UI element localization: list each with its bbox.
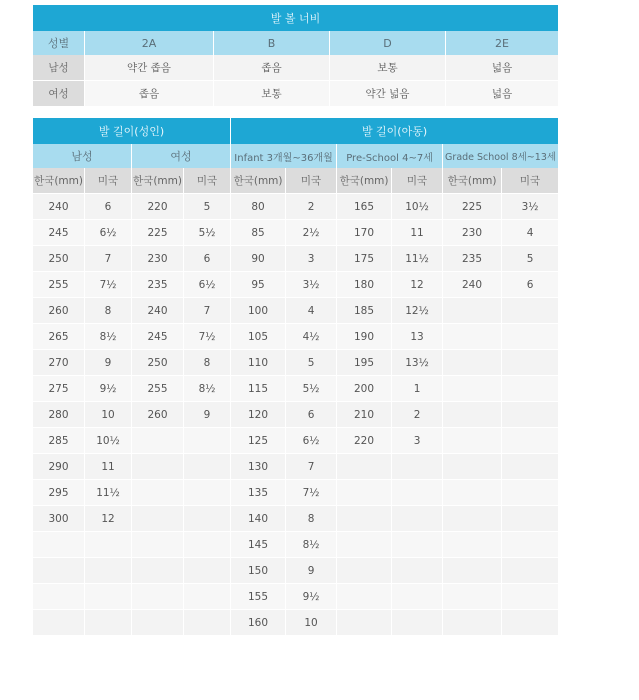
length-cell: 6½	[184, 272, 231, 298]
width-cell: 좁음	[85, 81, 214, 107]
length-cell: 4½	[286, 324, 337, 350]
length-cell	[184, 506, 231, 532]
length-cell: 125	[231, 428, 286, 454]
length-cell: 290	[33, 454, 85, 480]
length-cell: 145	[231, 532, 286, 558]
width-cell: 보통	[330, 55, 446, 81]
length-cell: 6	[286, 402, 337, 428]
length-cell: 185	[337, 298, 392, 324]
length-cell	[33, 610, 85, 636]
length-cell: 7½	[184, 324, 231, 350]
length-cell: 200	[337, 376, 392, 402]
length-cell: 5½	[184, 220, 231, 246]
length-cell	[502, 324, 559, 350]
length-cell: 115	[231, 376, 286, 402]
length-cell: 7½	[286, 480, 337, 506]
foot-length-table	[33, 118, 559, 636]
length-cell: 11	[85, 454, 132, 480]
width-cell: 약간 넓음	[330, 81, 446, 107]
length-cell: 105	[231, 324, 286, 350]
table-row	[33, 246, 559, 272]
length-cell	[392, 558, 443, 584]
foot-width-table	[33, 5, 559, 107]
length-cell: 4	[502, 220, 559, 246]
length-cell: 250	[132, 350, 184, 376]
table-row	[33, 558, 559, 584]
foot-width-title: 발 볼 너비	[33, 5, 559, 31]
length-cell: 7	[184, 298, 231, 324]
length-cell: 6	[502, 272, 559, 298]
length-cell: 300	[33, 506, 85, 532]
length-cell	[443, 532, 502, 558]
length-cell	[443, 454, 502, 480]
length-cell: 220	[337, 428, 392, 454]
table-row	[33, 298, 559, 324]
length-cell	[85, 610, 132, 636]
length-cell: 3	[286, 246, 337, 272]
length-cell: 8	[184, 350, 231, 376]
length-cell: 190	[337, 324, 392, 350]
length-cell: 5	[184, 194, 231, 220]
length-cell	[132, 610, 184, 636]
length-cell: 3½	[286, 272, 337, 298]
length-cell	[502, 506, 559, 532]
table-row	[33, 402, 559, 428]
length-cell: 245	[33, 220, 85, 246]
length-cell: 235	[443, 246, 502, 272]
length-cell	[443, 584, 502, 610]
length-cell: 12	[85, 506, 132, 532]
width-header-b: B	[214, 31, 330, 55]
length-cell: 10½	[85, 428, 132, 454]
length-cell	[392, 506, 443, 532]
length-cell: 11	[392, 220, 443, 246]
length-cell: 2	[392, 402, 443, 428]
length-cell: 85	[231, 220, 286, 246]
length-cell: 11½	[85, 480, 132, 506]
length-cell: 8½	[286, 532, 337, 558]
length-cell	[502, 428, 559, 454]
table-row	[33, 506, 559, 532]
length-cell: 150	[231, 558, 286, 584]
length-cell: 3	[392, 428, 443, 454]
length-cell: 13½	[392, 350, 443, 376]
length-cell	[132, 532, 184, 558]
length-cell: 155	[231, 584, 286, 610]
table-row	[33, 532, 559, 558]
length-cell: 240	[132, 298, 184, 324]
length-cell: 285	[33, 428, 85, 454]
length-cell: 225	[443, 194, 502, 220]
length-cell: 100	[231, 298, 286, 324]
adult-length-title: 발 길이(성인)	[33, 118, 231, 144]
length-cell: 6½	[85, 220, 132, 246]
length-cell: 210	[337, 402, 392, 428]
length-cell	[184, 532, 231, 558]
length-cell	[184, 454, 231, 480]
width-cell: 좁음	[214, 55, 330, 81]
length-cell: 165	[337, 194, 392, 220]
length-column-header: 한국(mm)	[337, 168, 392, 194]
length-cell	[33, 558, 85, 584]
length-cell: 260	[33, 298, 85, 324]
length-cell: 195	[337, 350, 392, 376]
width-cell: 넓음	[446, 55, 559, 81]
length-cell: 225	[132, 220, 184, 246]
length-cell: 275	[33, 376, 85, 402]
length-cell	[337, 454, 392, 480]
length-cell: 9½	[85, 376, 132, 402]
length-cell: 11½	[392, 246, 443, 272]
length-column-header: 미국	[392, 168, 443, 194]
length-cell: 95	[231, 272, 286, 298]
width-header-2e: 2E	[446, 31, 559, 55]
length-cell: 170	[337, 220, 392, 246]
length-cell	[443, 480, 502, 506]
width-header-2a: 2A	[85, 31, 214, 55]
length-cell: 235	[132, 272, 184, 298]
length-cell: 220	[132, 194, 184, 220]
table-row	[33, 324, 559, 350]
length-cell: 10	[85, 402, 132, 428]
table-row	[33, 220, 559, 246]
length-cell: 8½	[184, 376, 231, 402]
length-column-header: 한국(mm)	[231, 168, 286, 194]
length-column-headers	[33, 168, 559, 194]
width-header-gender: 성별	[33, 31, 85, 55]
length-cell	[184, 610, 231, 636]
length-cell: 8	[286, 506, 337, 532]
length-cell: 160	[231, 610, 286, 636]
length-column-header: 미국	[184, 168, 231, 194]
length-cell: 180	[337, 272, 392, 298]
length-cell	[443, 558, 502, 584]
length-cell	[337, 610, 392, 636]
length-column-header: 미국	[502, 168, 559, 194]
length-cell	[502, 402, 559, 428]
length-cell: 9	[85, 350, 132, 376]
length-cell: 110	[231, 350, 286, 376]
length-cell	[132, 584, 184, 610]
length-cell	[337, 532, 392, 558]
length-cell: 175	[337, 246, 392, 272]
length-cell: 135	[231, 480, 286, 506]
table-row	[33, 272, 559, 298]
length-cell	[502, 532, 559, 558]
width-header-d: D	[330, 31, 446, 55]
group-female: 여성	[132, 144, 231, 168]
group-gradeschool: Grade School 8세~13세	[443, 144, 559, 168]
length-cell	[132, 454, 184, 480]
length-cell	[443, 506, 502, 532]
length-cell: 245	[132, 324, 184, 350]
length-cell	[502, 298, 559, 324]
length-cell	[502, 558, 559, 584]
length-cell	[392, 532, 443, 558]
width-row-label: 여성	[33, 81, 85, 107]
length-cell: 7	[286, 454, 337, 480]
length-cell: 12	[392, 272, 443, 298]
length-cell	[443, 324, 502, 350]
length-cell	[443, 350, 502, 376]
length-cell: 3½	[502, 194, 559, 220]
length-cell	[33, 584, 85, 610]
table-row	[33, 454, 559, 480]
length-cell: 1	[392, 376, 443, 402]
length-column-header: 미국	[85, 168, 132, 194]
length-cell	[392, 610, 443, 636]
length-cell: 4	[286, 298, 337, 324]
length-cell	[443, 610, 502, 636]
length-cell	[443, 402, 502, 428]
length-cell: 270	[33, 350, 85, 376]
length-cell: 255	[33, 272, 85, 298]
length-cell	[502, 376, 559, 402]
length-cell: 8	[85, 298, 132, 324]
length-cell: 265	[33, 324, 85, 350]
length-cell	[337, 584, 392, 610]
length-cell: 240	[443, 272, 502, 298]
length-cell: 260	[132, 402, 184, 428]
length-cell: 8½	[85, 324, 132, 350]
length-cell	[443, 428, 502, 454]
length-cell: 90	[231, 246, 286, 272]
length-cell: 5	[286, 350, 337, 376]
group-infant: Infant 3개월~36개월	[231, 144, 337, 168]
length-cell: 6	[85, 194, 132, 220]
table-row	[33, 584, 559, 610]
length-column-header: 한국(mm)	[132, 168, 184, 194]
length-column-header: 미국	[286, 168, 337, 194]
length-cell	[502, 350, 559, 376]
group-male: 남성	[33, 144, 132, 168]
length-cell: 140	[231, 506, 286, 532]
table-row	[33, 194, 559, 220]
length-cell: 7	[85, 246, 132, 272]
width-row-female	[33, 81, 559, 107]
length-cell: 2	[286, 194, 337, 220]
length-column-header: 한국(mm)	[33, 168, 85, 194]
length-cell	[502, 610, 559, 636]
length-cell: 7½	[85, 272, 132, 298]
length-cell	[184, 428, 231, 454]
length-cell	[184, 558, 231, 584]
width-cell: 약간 좁음	[85, 55, 214, 81]
length-cell: 255	[132, 376, 184, 402]
length-cell	[132, 480, 184, 506]
length-cell: 10	[286, 610, 337, 636]
length-cell	[337, 506, 392, 532]
group-preschool: Pre-School 4~7세	[337, 144, 443, 168]
length-cell	[392, 480, 443, 506]
length-cell: 120	[231, 402, 286, 428]
width-cell: 보통	[214, 81, 330, 107]
length-cell: 5½	[286, 376, 337, 402]
length-cell: 2½	[286, 220, 337, 246]
length-cell	[337, 480, 392, 506]
length-cell: 230	[443, 220, 502, 246]
length-cell: 9½	[286, 584, 337, 610]
length-column-header: 한국(mm)	[443, 168, 502, 194]
table-row	[33, 350, 559, 376]
length-cell: 10½	[392, 194, 443, 220]
length-cell	[132, 558, 184, 584]
length-cell: 5	[502, 246, 559, 272]
length-cell	[85, 558, 132, 584]
length-cell	[502, 584, 559, 610]
child-length-title: 발 길이(아동)	[231, 118, 559, 144]
width-row-male	[33, 55, 559, 81]
table-row	[33, 376, 559, 402]
table-row	[33, 480, 559, 506]
length-cell: 240	[33, 194, 85, 220]
length-cell: 12½	[392, 298, 443, 324]
length-cell: 6½	[286, 428, 337, 454]
length-cell	[132, 428, 184, 454]
table-row	[33, 610, 559, 636]
length-cell	[33, 532, 85, 558]
length-cell: 9	[286, 558, 337, 584]
length-cell: 230	[132, 246, 184, 272]
length-cell	[502, 454, 559, 480]
length-cell	[443, 376, 502, 402]
length-cell	[502, 480, 559, 506]
length-cell: 6	[184, 246, 231, 272]
length-cell	[392, 454, 443, 480]
length-cell	[443, 298, 502, 324]
length-cell: 13	[392, 324, 443, 350]
length-cell	[85, 532, 132, 558]
length-cell: 295	[33, 480, 85, 506]
length-cell: 280	[33, 402, 85, 428]
length-cell	[337, 558, 392, 584]
length-cell	[184, 480, 231, 506]
length-cell: 130	[231, 454, 286, 480]
length-cell: 80	[231, 194, 286, 220]
width-cell: 넓음	[446, 81, 559, 107]
length-cell	[392, 584, 443, 610]
length-cell: 250	[33, 246, 85, 272]
width-row-label: 남성	[33, 55, 85, 81]
length-cell	[132, 506, 184, 532]
length-cell: 9	[184, 402, 231, 428]
length-cell	[184, 584, 231, 610]
length-cell	[85, 584, 132, 610]
table-row	[33, 428, 559, 454]
